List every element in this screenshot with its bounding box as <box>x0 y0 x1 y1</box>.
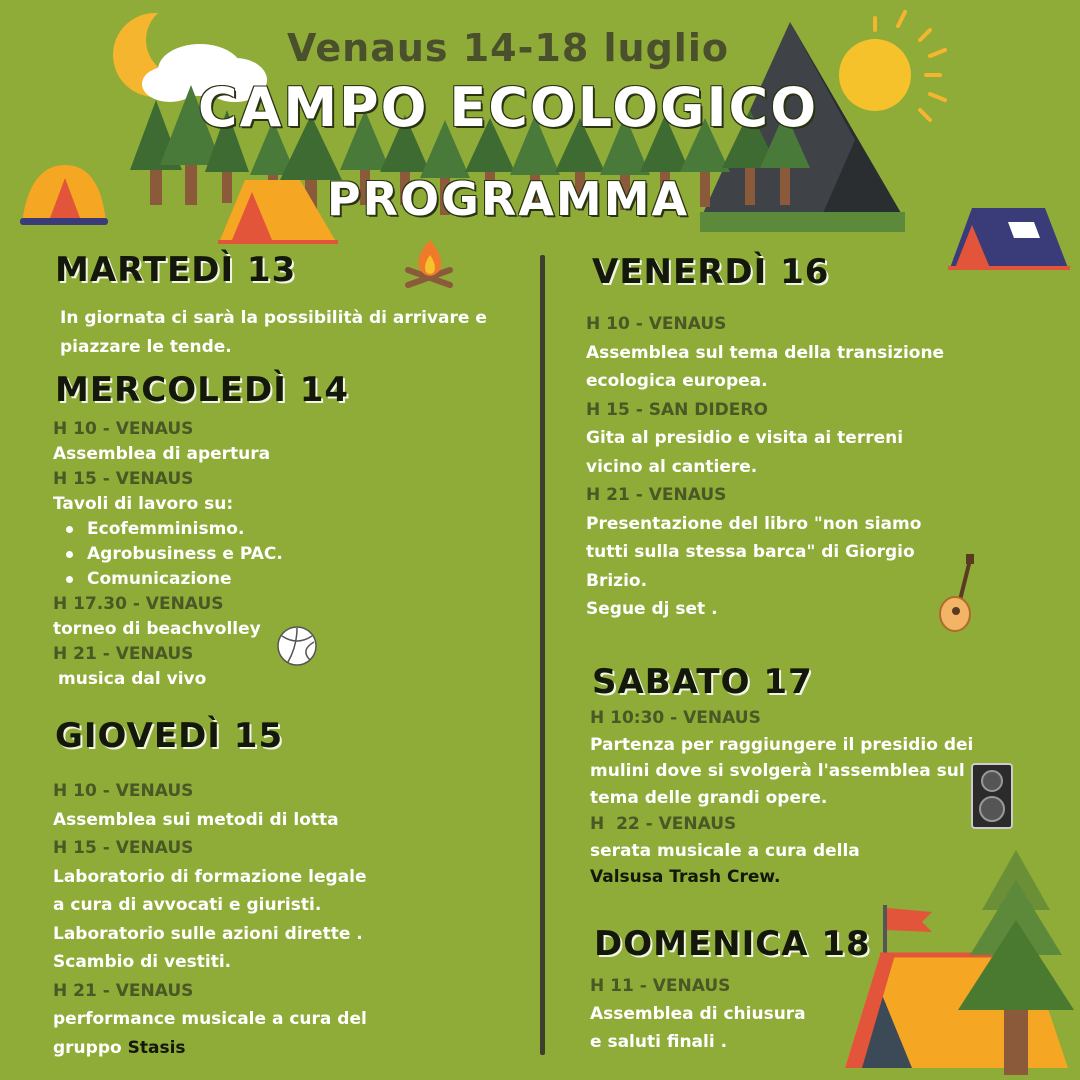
list-item: Agrobusiness e PAC. <box>63 542 283 567</box>
page-title: CAMPO ECOLOGICO <box>197 76 819 139</box>
giovedi-section <box>53 777 367 1062</box>
event-description: Scambio di vestiti. <box>53 952 232 972</box>
event-description: tema delle grandi opere. <box>590 787 828 808</box>
event-description: e saluti finali . <box>590 1032 728 1052</box>
event-description: vicino al cantiere. <box>586 456 758 477</box>
martedi-text-line2: piazzare le tende. <box>60 337 232 357</box>
event-description: Brizio. <box>586 570 648 591</box>
event-description: Partenza per raggiungere il presidio dei <box>590 734 974 755</box>
event-time: H 15 - VENAUS <box>53 838 194 858</box>
event-description: Laboratorio sulle azioni dirette . <box>53 923 363 944</box>
event-time: H 10 - VENAUS <box>53 781 194 801</box>
martedi-section <box>60 304 487 362</box>
column-divider <box>540 255 545 1055</box>
event-description: Gita al presidio e visita ai terreni <box>586 428 904 448</box>
event-time: H 10 - VENAUS <box>53 419 194 439</box>
event-time: H 17.30 - VENAUS <box>53 594 224 614</box>
day-heading-giovedi: GIOVEDÌ 15 <box>55 716 284 756</box>
program-heading: PROGRAMMA <box>326 172 690 226</box>
event-description: Assemblea sul tema della transizione <box>586 342 945 363</box>
sabato-section <box>590 705 973 891</box>
event-description: ecologica europea. <box>586 371 768 391</box>
event-description: Assemblea sui metodi di lotta <box>53 809 339 830</box>
guitar-icon <box>940 554 974 631</box>
event-description-prefix: gruppo <box>53 1037 122 1058</box>
day-heading-mercoledi: MERCOLEDÌ 14 <box>55 370 350 410</box>
event-description: Laboratorio di formazione legale <box>53 866 367 887</box>
event-time: H 10:30 - VENAUS <box>590 708 761 728</box>
event-description <box>53 1034 367 1063</box>
event-description: Assemblea di apertura <box>53 444 271 464</box>
event-description: Segue dj set . <box>586 599 718 619</box>
speaker-icon <box>972 764 1012 828</box>
event-description: tutti sulla stessa barca" di Giorgio <box>586 542 915 562</box>
event-time: H 11 - VENAUS <box>590 976 731 996</box>
day-heading-martedi: MARTEDÌ 13 <box>55 250 297 290</box>
event-description: Assemblea di chiusura <box>590 1004 806 1024</box>
event-description: Tavoli di lavoro su: <box>53 494 234 514</box>
band-name: Valsusa Trash Crew. <box>590 867 781 887</box>
event-description: musica dal vivo <box>58 669 207 689</box>
event-time: H 10 - VENAUS <box>586 314 727 334</box>
mercoledi-section <box>53 417 283 692</box>
event-time: H 15 - VENAUS <box>53 469 194 489</box>
event-time: H 22 - VENAUS <box>590 814 737 834</box>
event-description: performance musicale a cura del <box>53 1009 367 1029</box>
event-time: H 21 - VENAUS <box>53 980 194 1001</box>
domenica-section <box>590 972 806 1056</box>
campfire-icon <box>408 240 450 285</box>
martedi-text-line1: In giornata ci sarà la possibilità di arrivare e <box>60 308 487 328</box>
topics-list <box>53 517 283 592</box>
event-time: H 15 - SAN DIDERO <box>586 399 768 420</box>
event-description: torneo di beachvolley <box>53 619 261 639</box>
list-item: Ecofemminismo. <box>63 517 283 542</box>
band-name: Stasis <box>127 1037 186 1058</box>
event-time: H 21 - VENAUS <box>586 485 727 505</box>
venerdi-section <box>586 310 944 624</box>
event-description: serata musicale a cura della <box>590 840 860 861</box>
day-heading-venerdi: VENERDÌ 16 <box>592 252 830 292</box>
event-description: mulini dove si svolgerà l'assemblea sul <box>590 761 965 781</box>
event-description: a cura di avvocati e giuristi. <box>53 895 322 915</box>
day-heading-sabato: SABATO 17 <box>592 662 813 702</box>
event-subtitle: Venaus 14-18 luglio <box>287 26 729 70</box>
volleyball-icon <box>278 627 316 665</box>
event-description: Presentazione del libro "non siamo <box>586 513 922 534</box>
event-time: H 21 - VENAUS <box>53 644 194 664</box>
day-heading-domenica: DOMENICA 18 <box>594 924 871 964</box>
list-item: Comunicazione <box>63 567 283 592</box>
